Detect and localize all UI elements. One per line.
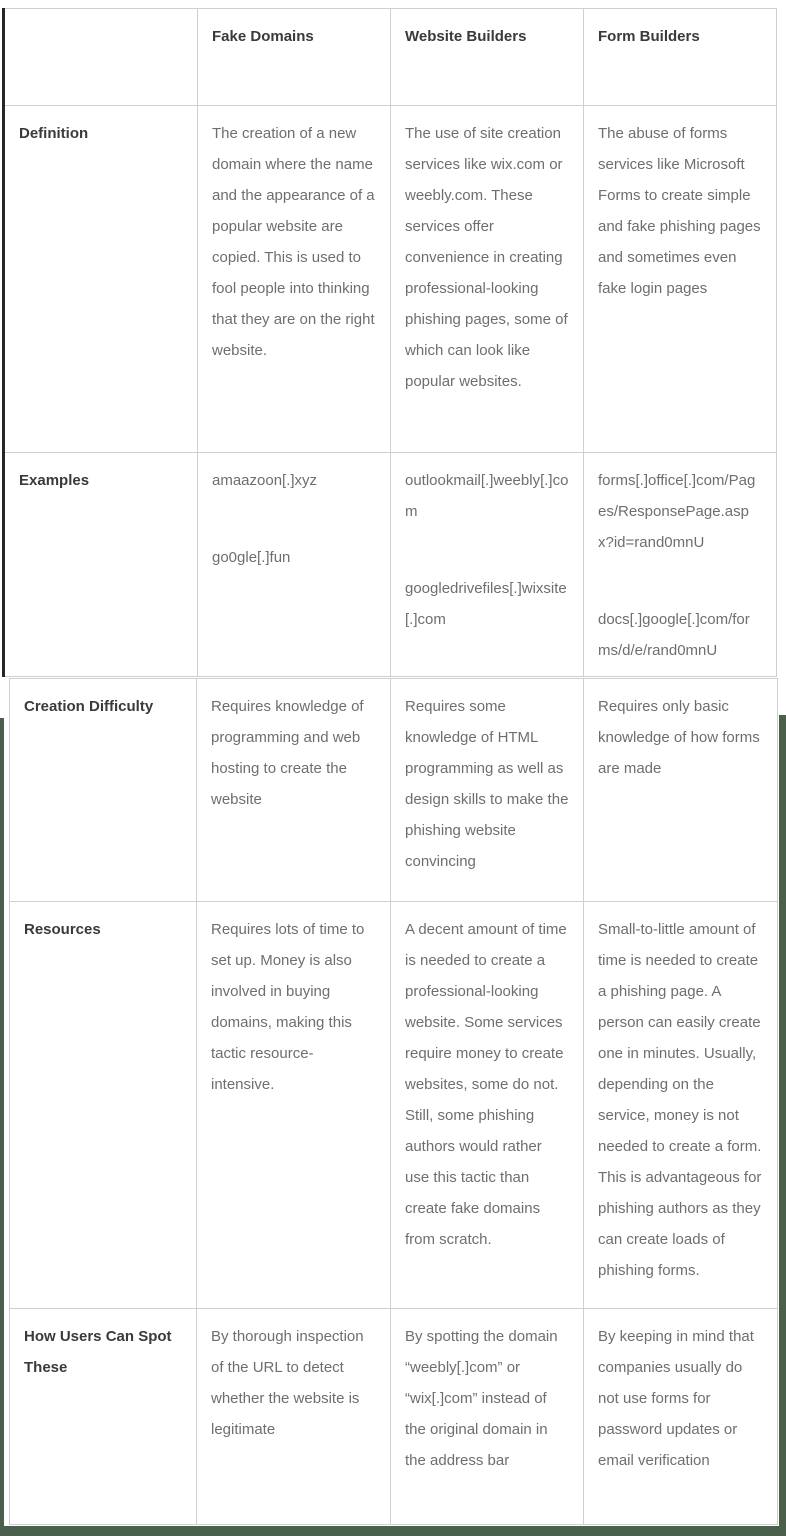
row-label: Definition (4, 106, 198, 453)
cell-paragraph: docs[.]google[.]com/forms/d/e/rand0mnU (598, 611, 750, 659)
cell-paragraph: googledrivefiles[.]wixsite[.]com (405, 580, 567, 628)
table-cell (584, 1309, 778, 1525)
row-label: How Users Can Spot These (10, 1309, 197, 1525)
cell-paragraph: By keeping in mind that companies usually do not use forms for password updates or email verification (598, 1328, 754, 1469)
table-cell (584, 453, 777, 677)
table-cell (198, 453, 391, 677)
col-header-fake-domains: Fake Domains (198, 9, 391, 106)
row-label: Resources (10, 902, 197, 1309)
table-cell (391, 453, 584, 677)
table-cell (391, 679, 584, 902)
table-cell (198, 106, 391, 453)
cell-paragraph: The use of site creation services like wix.com or weebly.com. These services offer convenience in creating professional-looking phishing pages, some of which can look like popular websites. (405, 125, 568, 390)
page-background-bottom-edge (0, 1526, 786, 1536)
cell-paragraph: By thorough inspection of the URL to detect whether the website is legitimate (211, 1328, 364, 1438)
phishing-comparison-table-lower (9, 678, 778, 1525)
cell-paragraph: outlookmail[.]weebly[.]com (405, 472, 569, 520)
cell-paragraph: go0gle[.]fun (212, 549, 291, 566)
cell-paragraph: Requires lots of time to set up. Money is also involved in buying domains, making this tactic resource-intensive. (211, 921, 365, 1093)
cell-paragraph: Small-to-little amount of time is needed to create a phishing page. A person can easily create one in minutes. Usually, depending on the service, money is not needed to create a form. This is advantageous for phishing authors as they can create loads of phishing forms. (598, 921, 762, 1279)
cell-paragraph: Requires some knowledge of HTML programming as well as design skills to make the phishing website convincing (405, 698, 569, 870)
table-cell (391, 106, 584, 453)
table-row (10, 1309, 778, 1525)
table-row (10, 902, 778, 1309)
table-cell (584, 679, 778, 902)
cell-paragraph: amaazoon[.]xyz (212, 472, 318, 489)
col-header-website-builders: Website Builders (391, 9, 584, 106)
table-row (10, 679, 778, 902)
table-row (4, 106, 777, 453)
row-label: Creation Difficulty (10, 679, 197, 902)
phishing-comparison-table-upper (2, 8, 777, 677)
page-background-right-edge (779, 715, 786, 1536)
cell-paragraph: A decent amount of time is needed to create a professional-looking website. Some services require money to create websites, some do not. Still, some phishing authors would rather use this tactic than create fake domains from scratch. (405, 921, 567, 1248)
table-cell (584, 106, 777, 453)
cell-paragraph: By spotting the domain “weebly[.]com” or “wix[.]com” instead of the original domain in the address bar (405, 1328, 558, 1469)
table-cell (197, 902, 391, 1309)
table-cell (197, 679, 391, 902)
page-background-left-edge (0, 718, 4, 1536)
row-label: Examples (4, 453, 198, 677)
cell-paragraph: Requires only basic knowledge of how forms are made (598, 698, 760, 777)
cell-paragraph: The creation of a new domain where the name and the appearance of a popular website are copied. This is used to fool people into thinking that they are on the right website. (212, 125, 375, 359)
cell-paragraph: The abuse of forms services like Microsoft Forms to create simple and fake phishing pages and sometimes even fake login pages (598, 125, 761, 297)
cell-paragraph: Requires knowledge of programming and web hosting to create the website (211, 698, 364, 808)
corner-cell (4, 9, 198, 106)
table-row (4, 453, 777, 677)
table-cell (584, 902, 778, 1309)
table-cell (197, 1309, 391, 1525)
table-cell (391, 902, 584, 1309)
header-row (4, 9, 777, 106)
cell-paragraph: forms[.]office[.]com/Pages/ResponsePage.aspx?id=rand0mnU (598, 472, 756, 551)
table-cell (391, 1309, 584, 1525)
col-header-form-builders: Form Builders (584, 9, 777, 106)
